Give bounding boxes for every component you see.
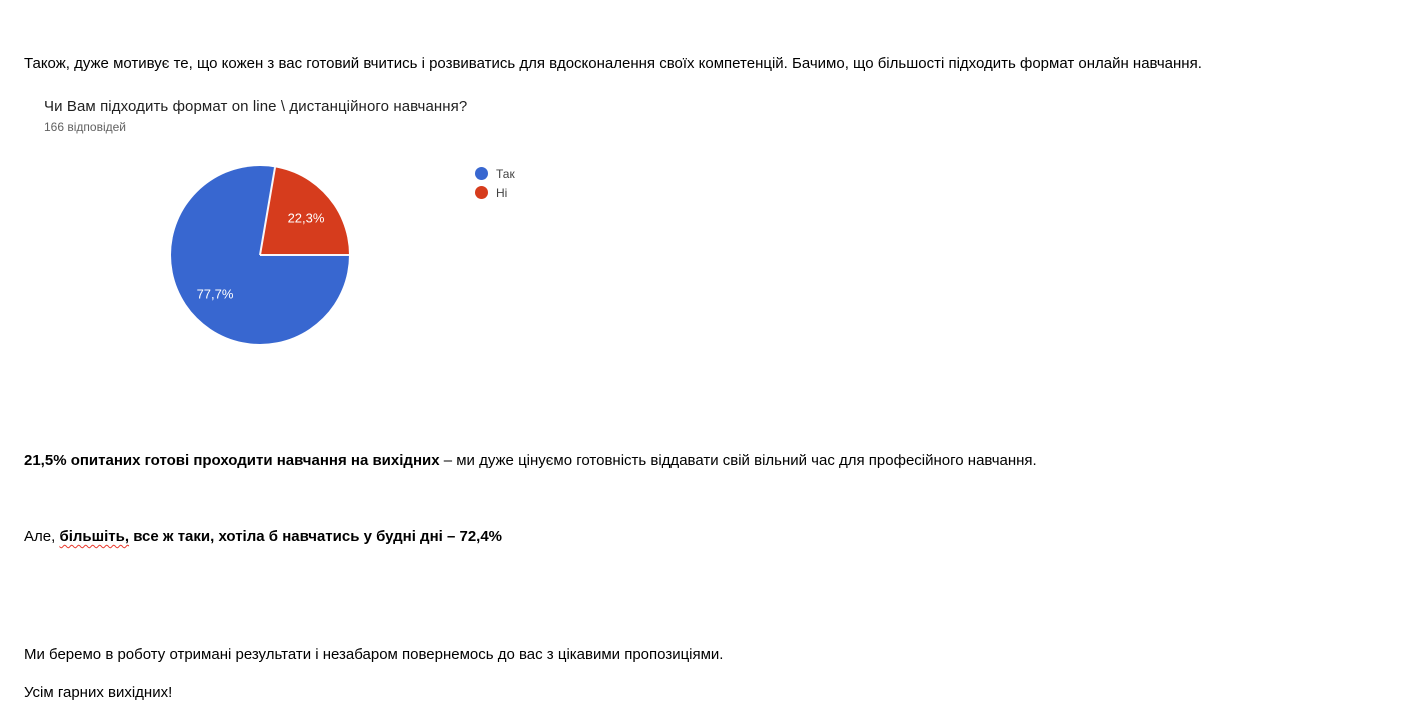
chart-title: Чи Вам підходить формат on line \ дистанційного навчання? xyxy=(44,98,468,115)
slice-label-no: 22,3% xyxy=(287,210,325,226)
weekend-stat-bold: 21,5% опитаних готові проходити навчання на вихідних xyxy=(24,452,440,469)
legend-item-no xyxy=(475,183,515,202)
embedded-survey-chart[interactable] xyxy=(0,90,700,360)
paragraph-farewell: Усім гарних вихідних! xyxy=(24,684,173,701)
weekday-bold-rest: все ж таки, хотіла б навчатись у будні дні – 72,4% xyxy=(129,528,503,545)
legend-item-yes xyxy=(475,164,515,183)
weekday-bold xyxy=(59,528,502,545)
misspelled-word: більшіть, xyxy=(59,528,130,545)
legend-dot-no-icon xyxy=(475,186,488,199)
pie-chart-area xyxy=(171,166,349,344)
legend-label-no: Ні xyxy=(496,185,508,200)
chart-legend xyxy=(475,164,515,202)
paragraph-weekend-stat xyxy=(24,451,1393,470)
slice-separator xyxy=(260,254,349,256)
paragraph-weekday-stat xyxy=(24,527,1393,546)
legend-dot-yes-icon xyxy=(475,167,488,180)
weekday-prefix: Але, xyxy=(24,528,60,545)
slice-label-yes: 77,7% xyxy=(196,286,234,302)
chart-response-count: 166 відповідей xyxy=(44,120,126,134)
pie-chart xyxy=(171,166,349,344)
paragraph-closing: Ми беремо в роботу отримані результати і незабаром повернемось до вас з цікавими пропозиціями. xyxy=(24,646,724,663)
paragraph-intro: Також, дуже мотивує те, що кожен з вас готовий вчитись і розвиватись для вдосконалення своїх компетенцій. Бачимо, що більшості підходить формат онлайн навчання. xyxy=(24,55,1202,72)
weekend-stat-rest: – ми дуже цінуємо готовність віддавати свій вільний час для професійного навчання. xyxy=(439,452,1037,469)
legend-label-yes: Так xyxy=(496,166,515,181)
slice-separator xyxy=(259,167,276,255)
